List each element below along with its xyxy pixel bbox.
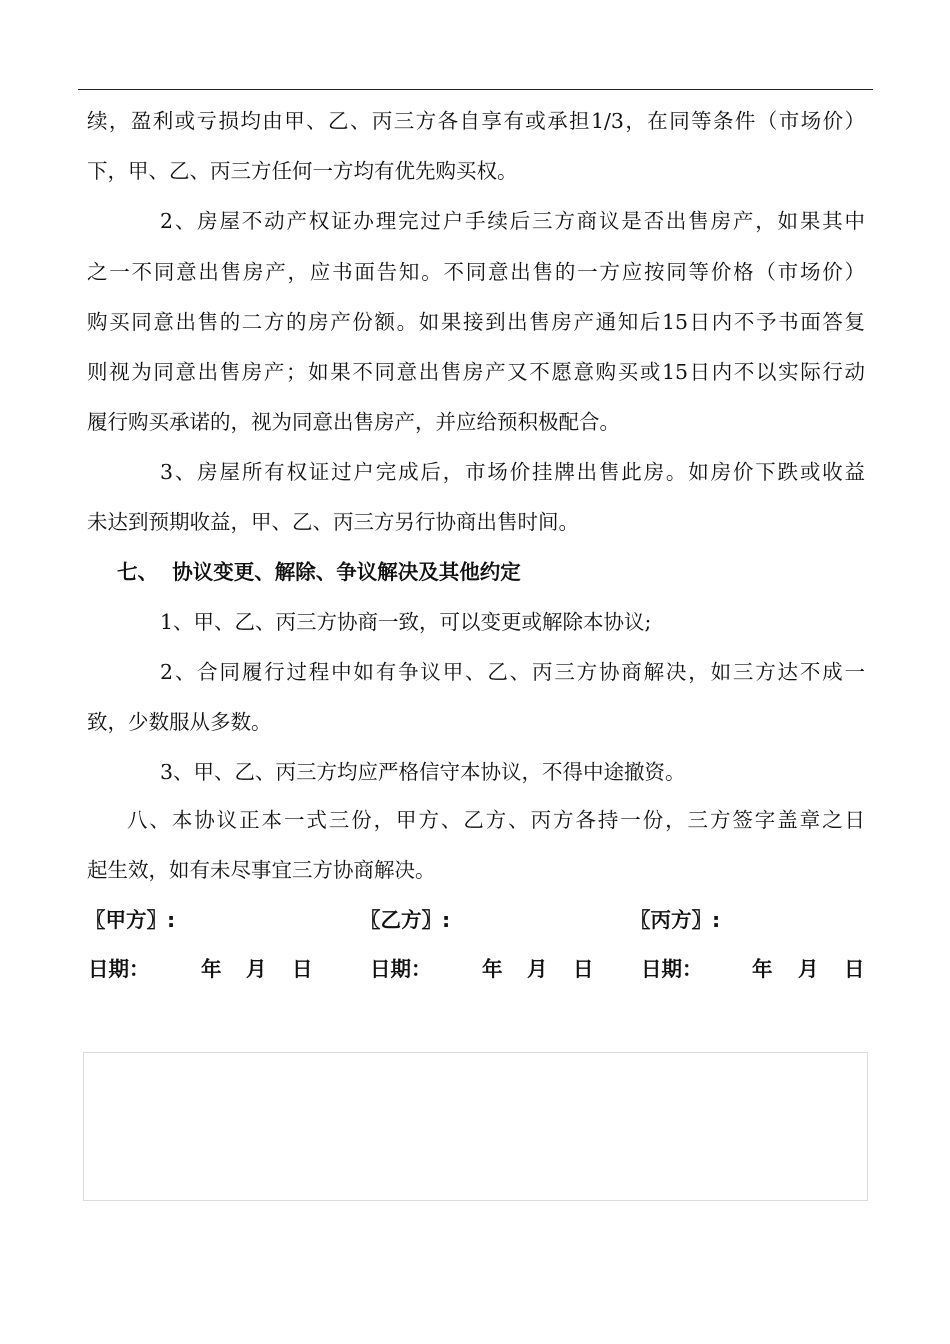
date-label-b: 日期： [370, 957, 432, 981]
day-label-a: 日 [292, 957, 313, 981]
paragraph-line: 履行购买承诺的，视为同意出售房产，并应给预积极配合。 [87, 410, 620, 434]
day-label-b: 日 [573, 957, 594, 981]
clause-7-3-line: 3、甲、乙、丙三方均应严格信守本协议，不得中途撤资。 [160, 760, 686, 784]
header-rule [78, 89, 873, 90]
year-label-b: 年 [482, 957, 503, 981]
day-label-c: 日 [844, 957, 865, 981]
paragraph-line: 下，甲、乙、丙三方任何一方均有优先购买权。 [87, 159, 518, 183]
month-label-b: 月 [527, 957, 548, 981]
party-b-label: 〖乙方〗: [360, 908, 451, 932]
paragraph-line: 则视为同意出售房产；如果不同意出售房产又不愿意购买或15日内不以实际行动 [87, 360, 865, 384]
clause-7-2-line: 2、合同履行过程中如有争议甲、乙、丙三方协商解决，如三方达不成一 [160, 660, 865, 684]
clause-7-1-line: 1、甲、乙、丙三方协商一致，可以变更或解除本协议; [160, 610, 652, 634]
year-label-a: 年 [201, 957, 222, 981]
month-label-c: 月 [798, 957, 819, 981]
party-c-label: 〖丙方〗: [630, 908, 721, 932]
paragraph-line: 之一不同意出售房产，应书面告知。不同意出售的一方应按同等价格（市场价） [87, 260, 865, 284]
date-label-c: 日期： [641, 957, 703, 981]
date-label-a: 日期： [88, 957, 150, 981]
clause-6-3-line: 3、房屋所有权证过户完成后，市场价挂牌出售此房。如房价下跌或收益 [160, 460, 865, 484]
empty-content-box [83, 1052, 868, 1201]
year-label-c: 年 [752, 957, 773, 981]
month-label-a: 月 [246, 957, 267, 981]
party-a-label: 〖甲方〗: [85, 908, 176, 932]
paragraph-line: 购买同意出售的二方的房产份额。如果接到出售房产通知后15日内不予书面答复 [87, 310, 865, 334]
clause-6-2-line: 2、房屋不动产权证办理完过户手续后三方商议是否出售房产，如果其中 [160, 209, 865, 233]
paragraph-line: 致，少数服从多数。 [87, 710, 272, 734]
paragraph-line: 未达到预期收益，甲、乙、丙三方另行协商出售时间。 [87, 510, 579, 534]
paragraph-line: 续，盈利或亏损均由甲、乙、丙三方各自享有或承担1/3，在同等条件（市场价） [87, 109, 865, 133]
section-8-line: 八、本协议正本一式三份，甲方、乙方、丙方各持一份，三方签字盖章之日 [127, 808, 865, 832]
section-7-heading: 七、 协议变更、解除、争议解决及其他约定 [117, 560, 521, 584]
paragraph-line: 起生效，如有未尽事宜三方协商解决。 [87, 858, 436, 882]
